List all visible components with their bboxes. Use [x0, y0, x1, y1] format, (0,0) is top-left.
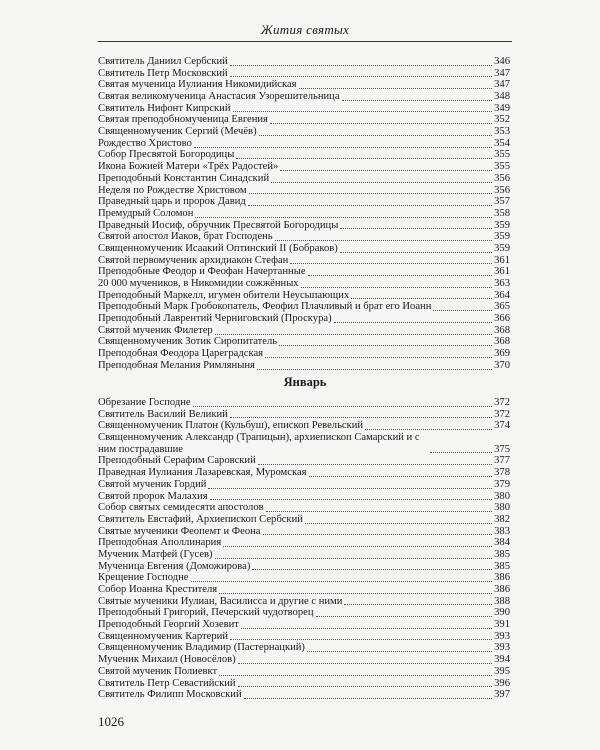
dot-leader	[248, 205, 492, 206]
toc-entry	[98, 561, 510, 573]
toc-entry	[98, 290, 510, 302]
toc-entry-page: 369	[494, 348, 510, 360]
dot-leader	[249, 193, 493, 194]
toc-entry	[98, 208, 510, 220]
toc-entry-page: 383	[494, 525, 510, 537]
toc-entry-title: Святитель Петр Севастийский	[98, 677, 236, 689]
toc-entry	[98, 619, 510, 631]
toc-entry-title: Праведный царь и пророк Давид	[98, 196, 246, 208]
dot-leader	[238, 663, 492, 664]
dot-leader	[280, 170, 492, 171]
dot-leader	[258, 464, 492, 465]
toc-entry-page: 390	[494, 607, 510, 619]
header-rule	[98, 41, 512, 42]
toc-entry	[98, 255, 510, 267]
dot-leader	[430, 452, 492, 453]
toc-entry-page: 348	[494, 91, 510, 103]
toc-entry-title: 20 000 мучеников, в Никомидии сожжённых	[98, 278, 299, 290]
toc-entry-page: 391	[494, 619, 510, 631]
dot-leader	[308, 275, 493, 276]
dot-leader	[316, 616, 493, 617]
toc-entry-title: Священномученик Владимир (Пастернацкий)	[98, 642, 305, 654]
toc-entry	[98, 91, 510, 103]
dot-leader	[193, 406, 492, 407]
toc-entry-title: Святой первомученик архидиакон Стефан	[98, 254, 289, 266]
toc-entry	[98, 689, 510, 701]
toc-entry	[98, 607, 510, 619]
toc-entry-title: Преподобная Феодора Цареградская	[98, 348, 264, 360]
toc-entry-title: Святая великомученица Анастасия Узорешительница	[98, 91, 340, 103]
toc-entry	[98, 467, 510, 479]
toc-entry-title: Священномученик Платон (Кульбуш), епископ Ревельский	[98, 420, 364, 432]
toc-entry-page: 394	[494, 654, 510, 666]
dot-leader	[244, 698, 492, 699]
section-title-january: Январь	[283, 375, 327, 389]
dot-leader	[433, 310, 492, 311]
toc-entry-page: 356	[494, 172, 510, 184]
toc-entry-title: Праведная Иулиания Лазаревская, Муромская	[98, 467, 307, 479]
dot-leader	[271, 182, 492, 183]
toc-entry-title: Собор Иоанна Крестителя	[98, 584, 218, 595]
dot-leader	[252, 569, 492, 570]
dot-leader	[230, 417, 492, 418]
toc-entry-title: Преподобный Константин Синадский	[98, 172, 270, 184]
toc-entry-title: Святитель Евстафий, Архиепископ Сербский	[98, 513, 303, 525]
toc-entry	[98, 173, 510, 185]
dot-leader	[241, 628, 492, 629]
dot-leader	[340, 228, 492, 229]
toc-entry	[98, 654, 510, 666]
toc-entry	[98, 549, 510, 561]
toc-entry	[98, 231, 510, 243]
toc-entry-title: Мученик Матфей (Гусев)	[98, 548, 213, 560]
toc-entry	[98, 325, 510, 337]
toc-entry-title: Святой мученик Полиевкт	[98, 665, 218, 677]
toc-entry-title: Преподобный Григорий, Печерский чудотворец	[98, 607, 314, 619]
dot-leader	[219, 675, 492, 676]
dot-leader	[307, 651, 492, 652]
dot-leader	[299, 88, 493, 89]
toc-entry-title: Святой мученик Филетер	[98, 324, 213, 336]
toc-entry	[98, 348, 510, 360]
toc-entry	[98, 409, 510, 421]
toc-entry-title: Священномученик Картерий	[98, 630, 229, 642]
toc-entry-page: 365	[494, 301, 510, 313]
toc-entry	[98, 420, 510, 432]
toc-entry-title: Священномученик Александр (Трапицын), архиепископ Самарский и с ним пострадавшие	[98, 432, 420, 455]
toc-entry-title: Праведный Иосиф, обручник Пресвятой Богородицы	[98, 219, 339, 231]
dot-leader	[210, 499, 493, 500]
toc-entry-page: 378	[494, 467, 510, 479]
toc-entry	[98, 678, 510, 690]
toc-entry	[98, 479, 510, 491]
toc-entry-title: Святая мученица Иулиания Никомидийская	[98, 79, 297, 91]
toc-entry-title: Святая преподобномученица Евгения	[98, 114, 268, 126]
toc-entry	[98, 56, 510, 68]
dot-leader	[238, 686, 493, 687]
toc-entry-page: 361	[494, 254, 510, 266]
toc-entry-title: Святые мученики Иулиан, Василисса и другие с ними	[98, 595, 343, 607]
toc-entry-page: 385	[494, 560, 510, 572]
toc-entry-title: Святой апостол Иаков, брат Господень	[98, 231, 273, 243]
toc-entry-page: 375	[494, 443, 510, 455]
toc-entry-title: Святитель Даниил Сербский	[98, 55, 228, 67]
toc-entry-page: 349	[494, 102, 510, 114]
toc-entry	[98, 79, 510, 91]
toc-entry-title: Собор святых семидесяти апостолов	[98, 502, 264, 514]
dot-leader	[275, 240, 492, 241]
toc-entry-page: 385	[494, 548, 510, 560]
toc-entry-page: 396	[494, 677, 510, 689]
dot-leader	[233, 111, 493, 112]
toc-entry-title: Преподобная Аполлинария	[98, 537, 222, 549]
dot-leader	[265, 357, 492, 358]
toc-entry-page: 386	[494, 584, 510, 595]
toc-entry	[98, 514, 510, 526]
toc-entry-page: 346	[494, 55, 510, 67]
dot-leader	[219, 593, 492, 594]
toc-entry-title: Священномученик Исаакий Оптинский II (Бобраков)	[98, 242, 338, 254]
toc-entry-title: Преподобные Феодор и Феофан Начертанные	[98, 266, 306, 278]
toc-entry	[98, 596, 510, 608]
dot-leader	[365, 429, 492, 430]
toc-entry	[98, 572, 510, 584]
toc-entry-page: 377	[494, 455, 510, 467]
toc-entry-page: 359	[494, 242, 510, 254]
toc-entry-page: 372	[494, 408, 510, 420]
dot-leader	[301, 287, 493, 288]
toc-entry	[98, 666, 510, 678]
dot-leader	[215, 558, 493, 559]
toc-entry-title: Неделя по Рождестве Христовом	[98, 184, 247, 196]
dot-leader	[334, 322, 493, 323]
dot-leader	[290, 263, 492, 264]
dot-leader	[344, 604, 492, 605]
toc-entry-page: 393	[494, 642, 510, 654]
toc-entry-page: 347	[494, 67, 510, 79]
toc-entry-page: 374	[494, 420, 510, 432]
toc-entry-page: 355	[494, 161, 510, 173]
dot-leader	[230, 76, 492, 77]
toc-entry-page: 359	[494, 231, 510, 243]
dot-leader	[208, 488, 492, 489]
toc-entry-page: 361	[494, 266, 510, 278]
dot-leader	[230, 639, 492, 640]
toc-entry-page: 370	[494, 359, 510, 371]
toc-entry-title: Святитель Филипп Московский	[98, 689, 242, 701]
toc-entry-title: Святой мученик Гордий	[98, 478, 207, 490]
dot-leader	[279, 345, 492, 346]
toc-entry-title: Премудрый Соломон	[98, 207, 194, 219]
dot-leader	[230, 65, 492, 66]
toc-entry	[98, 455, 510, 467]
dot-leader	[340, 252, 492, 253]
toc-entry	[98, 502, 510, 514]
dot-leader	[215, 334, 492, 335]
toc-entry	[98, 360, 510, 372]
toc-entry-page: 368	[494, 336, 510, 348]
toc-entry-page: 347	[494, 79, 510, 91]
toc-entry	[98, 196, 510, 208]
toc-entry-page: 388	[494, 595, 510, 607]
toc-entry	[98, 642, 510, 654]
toc-entry	[98, 313, 510, 325]
toc-entry	[98, 138, 510, 150]
toc-entry	[98, 491, 510, 503]
toc-entry	[98, 278, 510, 290]
toc-entry-title: Преподобный Маркелл, игумен обители Неусыпающих	[98, 289, 350, 301]
dot-leader	[194, 147, 492, 148]
toc-entry	[98, 114, 510, 126]
dot-leader	[351, 298, 492, 299]
toc-entry-page: 366	[494, 313, 510, 325]
toc-entry-title: Святой пророк Малахия	[98, 490, 208, 502]
toc-entry-title: Святые мученики Феопемт и Феона	[98, 525, 261, 537]
toc-entry-page: 359	[494, 219, 510, 231]
dot-leader	[263, 534, 493, 535]
toc-entry-page: 372	[494, 396, 510, 408]
toc-entry-page: 356	[494, 184, 510, 196]
toc-entry-title: Священномученик Зотик Сиропитатель	[98, 336, 278, 348]
toc-entry	[98, 526, 510, 538]
toc-entry-page: 354	[494, 137, 510, 149]
dot-leader	[259, 135, 493, 136]
toc-january	[98, 397, 510, 701]
toc-entry	[98, 68, 510, 80]
toc-entry	[98, 266, 510, 278]
toc-entry-page: 368	[494, 324, 510, 336]
toc-entry-page: 384	[494, 537, 510, 549]
toc-entry-title: Святитель Василий Великий	[98, 408, 228, 420]
toc-entry-title: Обрезание Господне	[98, 396, 191, 408]
toc-entry-title: Преподобный Лаврентий Черниговский (Проскура)	[98, 313, 332, 325]
toc-entry	[98, 301, 510, 313]
toc-entry-page: 353	[494, 126, 510, 138]
toc-entry	[98, 432, 510, 455]
toc-entry	[98, 126, 510, 138]
toc-entry-page: 380	[494, 490, 510, 502]
toc-entry-title: Преподобный Георгий Хозевит	[98, 619, 239, 631]
toc-entry	[98, 584, 510, 596]
page-number: 1026	[98, 714, 124, 729]
toc-entry	[98, 220, 510, 232]
toc-entry-title: Преподобный Серафим Саровский	[98, 455, 256, 467]
toc-entry	[98, 537, 510, 549]
toc-entry-page: 352	[494, 114, 510, 126]
toc-entry-page: 395	[494, 665, 510, 677]
toc-entry-page: 380	[494, 502, 510, 514]
toc-entry-page: 393	[494, 630, 510, 642]
toc-entry-title: Рождество Христово	[98, 137, 192, 149]
running-header: Жития святых	[260, 22, 350, 37]
toc-entry-page: 379	[494, 478, 510, 490]
toc-entry	[98, 150, 510, 162]
dot-leader	[223, 546, 492, 547]
toc-entry	[98, 397, 510, 409]
toc-entry-title: Крещение Господне	[98, 572, 189, 584]
toc-entry-title: Преподобная Мелания Римляныня	[98, 359, 255, 371]
toc-entry-title: Собор Пресвятой Богородицы	[98, 149, 235, 161]
toc-entry	[98, 243, 510, 255]
toc-entry-page: 358	[494, 207, 510, 219]
dot-leader	[309, 476, 493, 477]
toc-entry-page: 363	[494, 278, 510, 290]
toc-entry-page: 357	[494, 196, 510, 208]
toc-entry-title: Икона Божией Матери «Трёх Радостей»	[98, 161, 279, 173]
toc-entry	[98, 337, 510, 349]
toc-december	[98, 56, 510, 372]
dot-leader	[257, 369, 492, 370]
dot-leader	[191, 581, 493, 582]
toc-entry	[98, 161, 510, 173]
toc-entry-title: Мученица Евгения (Доможирова)	[98, 560, 251, 572]
toc-entry-title: Святитель Петр Московский	[98, 67, 228, 79]
toc-entry	[98, 631, 510, 643]
toc-entry-page: 364	[494, 289, 510, 301]
toc-entry	[98, 185, 510, 197]
toc-entry-page: 355	[494, 149, 510, 161]
toc-entry-title: Священномученик Сергий (Мечёв)	[98, 126, 257, 138]
dot-leader	[270, 123, 492, 124]
dot-leader	[342, 100, 493, 101]
toc-entry-title: Святитель Нифонт Кипрский	[98, 102, 231, 114]
dot-leader	[195, 217, 492, 218]
dot-leader	[266, 511, 492, 512]
toc-entry-page: 397	[494, 689, 510, 701]
toc-entry	[98, 103, 510, 115]
toc-entry-page: 386	[494, 572, 510, 584]
toc-entry-page: 382	[494, 513, 510, 525]
toc-entry-title: Преподобный Марк Гробокопатель, Феофил Плачливый и брат его Иоанн	[98, 301, 432, 313]
dot-leader	[305, 523, 492, 524]
toc-entry-title: Мученик Михаил (Новосёлов)	[98, 654, 236, 666]
dot-leader	[236, 158, 492, 159]
